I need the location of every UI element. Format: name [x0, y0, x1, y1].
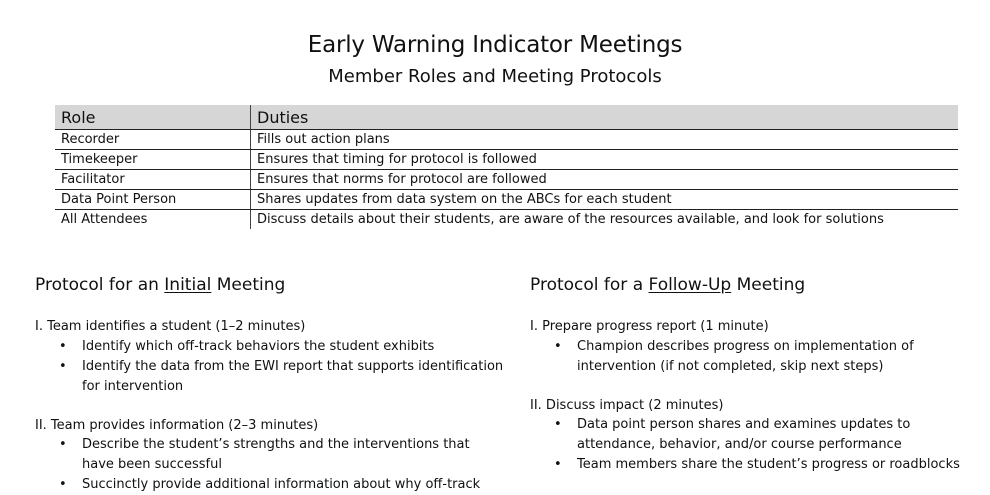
initial-protocol-title: Protocol for an Initial Meeting [35, 275, 286, 295]
duty-cell: Ensures that norms for protocol are followed [251, 170, 959, 190]
table-row [55, 210, 958, 230]
role-cell: Data Point Person [55, 190, 251, 210]
column-header-duties: Duties [251, 105, 959, 130]
step-bullets [530, 415, 970, 475]
table-row [55, 170, 958, 190]
followup-meeting-protocol [530, 273, 970, 475]
role-cell: Recorder [55, 130, 251, 150]
list-item: • Succinctly provide additional information about why off-track [35, 475, 505, 495]
duty-cell: Shares updates from data system on the ABCs for each student [251, 190, 959, 210]
initial-meeting-protocol [35, 273, 505, 495]
list-item: • Describe the student’s strengths and the interventions that have been successful [35, 435, 505, 475]
table-row [55, 150, 958, 170]
step-heading: I. Team identifies a student (1–2 minutes) [35, 319, 306, 334]
column-header-role: Role [55, 105, 251, 130]
step-bullets [35, 337, 505, 397]
duty-cell: Ensures that timing for protocol is followed [251, 150, 959, 170]
role-cell: Facilitator [55, 170, 251, 190]
page-title: Early Warning Indicator Meetings [307, 32, 683, 58]
list-item: • Data point person shares and examines updates to attendance, behavior, and/or course performance [530, 415, 970, 455]
step-bullets [35, 435, 505, 495]
list-item: • Team members share the student’s progress or roadblocks [530, 455, 970, 475]
table-row [55, 190, 958, 210]
role-cell: Timekeeper [55, 150, 251, 170]
step-heading: II. Discuss impact (2 minutes) [530, 397, 724, 413]
page-subtitle: Member Roles and Meeting Protocols [328, 66, 662, 87]
step-bullets [530, 337, 970, 377]
table-row [55, 130, 958, 150]
list-item: • Identify which off-track behaviors the student exhibits [35, 337, 505, 357]
list-item: • Champion describes progress on implementation of intervention (if not completed, skip next steps) [530, 337, 970, 377]
list-item: • Identify the data from the EWI report that supports identification for intervention [35, 357, 505, 397]
duty-cell: Discuss details about their students, are aware of the resources available, and look for solutions [257, 212, 884, 227]
roles-table [55, 105, 958, 229]
table-header-row [55, 105, 958, 130]
role-cell: All Attendees [55, 210, 251, 230]
duty-cell: Fills out action plans [251, 130, 959, 150]
followup-protocol-title: Protocol for a Follow-Up Meeting [530, 275, 806, 295]
step-heading: II. Team provides information (2–3 minutes) [35, 417, 319, 433]
step-heading: I. Prepare progress report (1 minute) [530, 319, 769, 334]
